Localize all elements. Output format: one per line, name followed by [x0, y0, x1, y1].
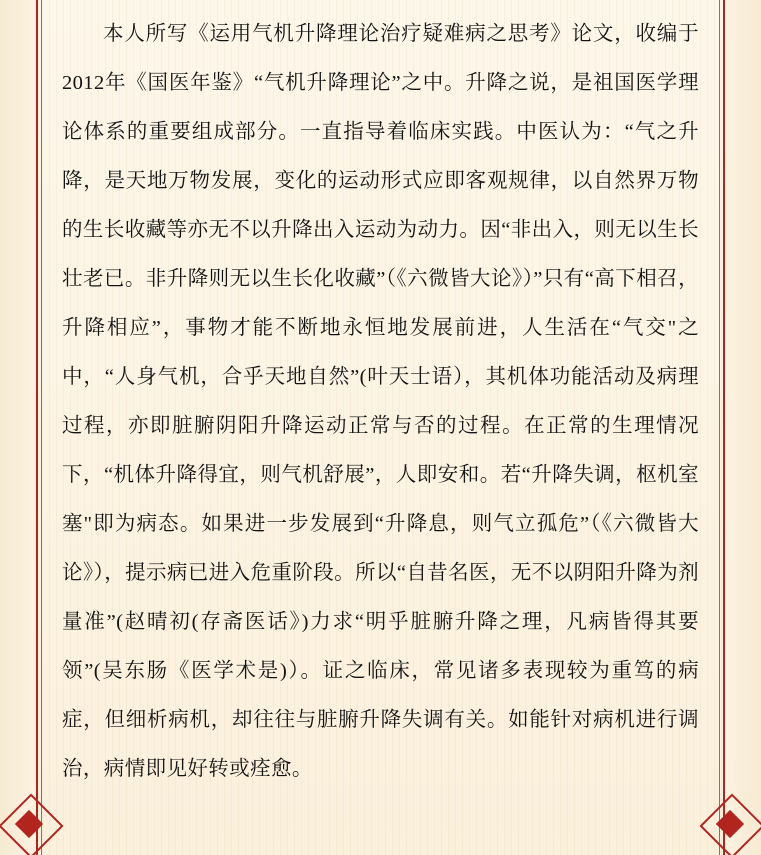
left-inner-rule — [41, 0, 42, 855]
right-inner-rule — [719, 0, 720, 855]
right-border-rule — [723, 0, 725, 855]
diamond-ornament-bottom-left — [2, 797, 58, 853]
article-body — [62, 10, 699, 855]
left-margin-band — [0, 0, 36, 855]
left-border-rule — [36, 0, 38, 855]
diamond-ornament-bottom-right — [703, 797, 759, 853]
right-margin-band — [725, 0, 761, 855]
body-paragraph: 本人所写《运用气机升降理论治疗疑难病之思考》论文，收编于2012年《国医年鉴》“气机升降理论”之中。升降之说，是祖国医学理论体系的重要组成部分。一直指导着临床实践。中医认为：“气之升降，是天地万物发展，变化的运动形式应即客观规律，以自然界万物的生长收藏等亦无不以升降出入运动为动力。因“非出入，则无以生长壮老已。非升降则无以生长化收藏”（《六微皆大论》）”只有“高下相召，升降相应”，事物才能不断地永恒地发展前进，人生活在“气交"之中，“人身气机，合乎天地自然”(叶天士语），其机体功能活动及病理过程，亦即脏腑阴阳升降运动正常与否的过程。在正常的生理情况下，“机体升降得宜，则气机舒展”，人即安和。若“升降失调，枢机室塞"即为病态。如果进一步发展到“升降息，则气立孤危”（《六微皆大论》），提示病已进入危重阶段。所以“自昔名医，无不以阴阳升降为剂量准”(赵晴初(存斋医话》)力求“明乎脏腑升降之理，凡病皆得其要领”(吴东肠《医学术是)）。证之临床，常见诸多表现较为重笃的病症，但细析病机，却往往与脏腑升降失调有关。如能针对病机进行调治，病情即见好转或痊愈。 — [62, 23, 699, 780]
